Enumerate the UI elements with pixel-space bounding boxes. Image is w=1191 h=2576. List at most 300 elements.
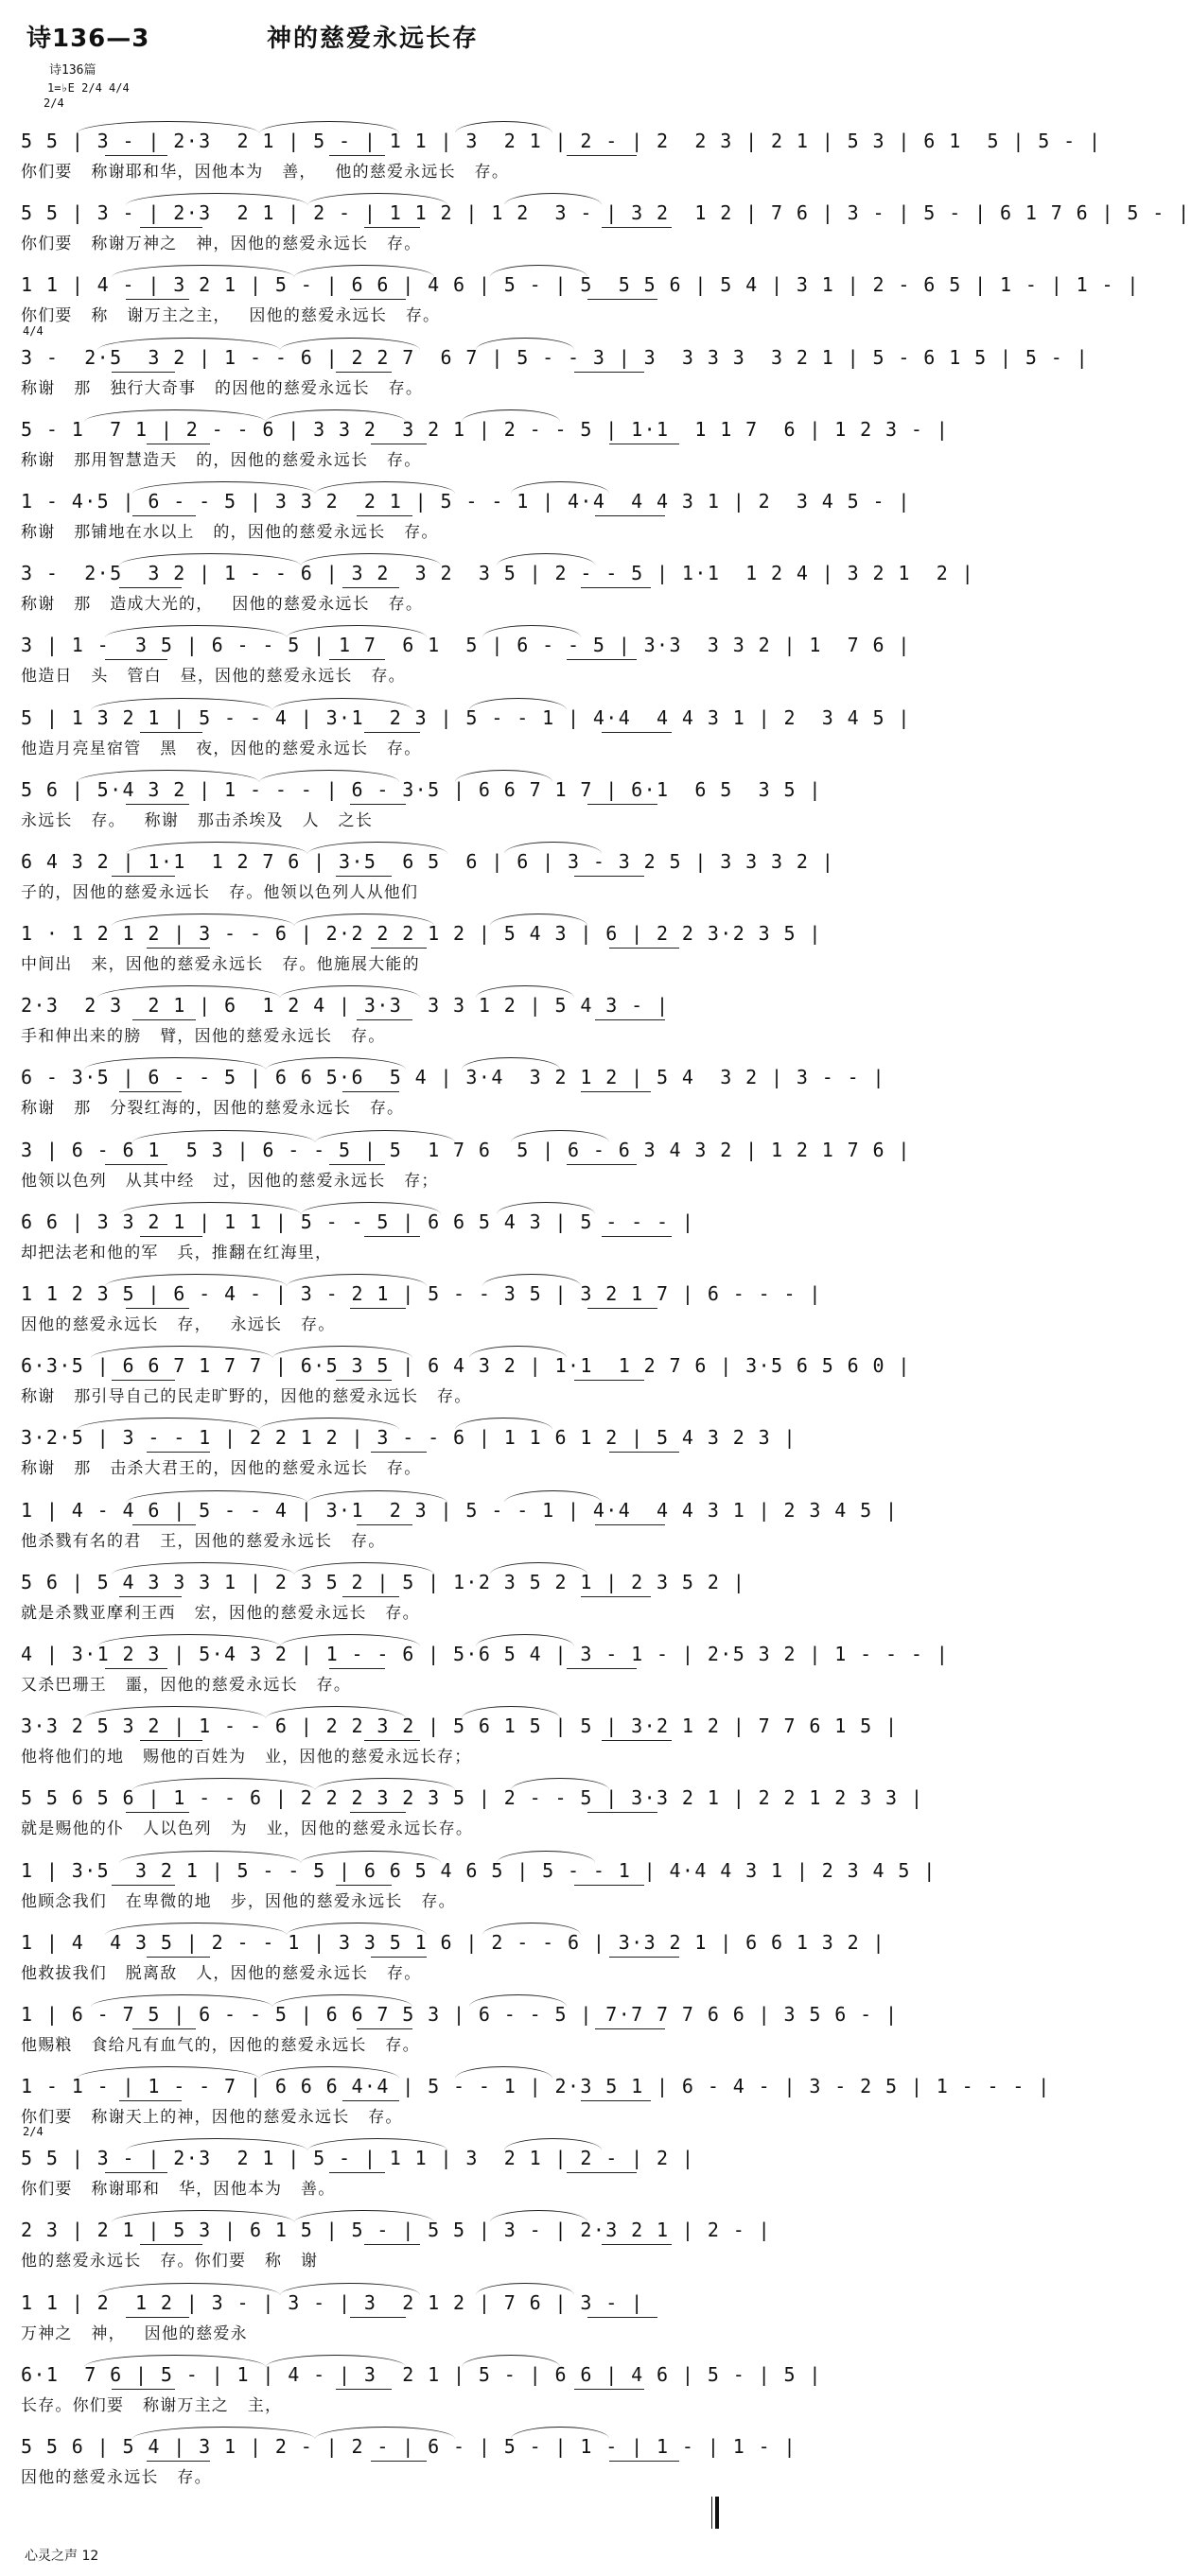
jianpu-notes: 1 1 2 3 5 | 6 - 4 - | 3 - 2 1 | 5 - - 3 5 | 3 2 1 7 | 6 - - - | xyxy=(21,1279,721,1308)
slur-arc xyxy=(97,985,279,998)
beam-underline xyxy=(574,1380,644,1381)
beam-underline xyxy=(126,2317,189,2318)
slur-arc xyxy=(126,1490,307,1503)
score-system xyxy=(21,770,822,842)
beam-underline xyxy=(105,155,168,156)
jianpu-notes: 6·1 7 6 | 5 - | 1 | 4 - | 3 2 1 | 5 - | 6 6 | 4 6 | 5 - | 5 | xyxy=(21,2360,721,2389)
slur-arc xyxy=(119,1851,301,1863)
lyrics-line: 他造月亮星宿管 黑 夜，因他的慈爱永远长 存。 xyxy=(21,739,422,758)
beam-underline xyxy=(602,227,672,228)
beam-underline xyxy=(329,1668,385,1669)
jianpu-notes: 1 - 4·5 | 6 - - 5 | 3 3 2 2 1 | 5 - - 1 | 4·4 4 4 3 1 | 2 3 4 5 - | xyxy=(21,487,721,515)
slur-arc xyxy=(504,193,603,205)
lyrics-line: 中间出 来，因他的慈爱永远长 存。他施展大能的 xyxy=(21,955,420,975)
slur-arc xyxy=(272,1994,412,2007)
score-system xyxy=(21,1274,822,1346)
jianpu-notes: 5 5 6 | 5 4 | 3 1 | 2 - | 2 - | 6 - | 5 - | 1 - | 1 - | 1 - | xyxy=(21,2432,721,2461)
lyrics-line: 就是杀戮亚摩利王西 宏，因他的慈爱永远长 存。 xyxy=(21,1603,420,1623)
beam-underline xyxy=(567,659,637,660)
jianpu-notes: 5 5 | 3 - | 2·3 2 1 | 5 - | 1 1 | 3 2 1 | 2 - | 2 2 3 | 2 1 | 5 3 | 6 1 5 | 5 - | xyxy=(21,127,721,155)
lyrics-line: 你们要 称谢天上的神，因他的慈爱永远长 存。 xyxy=(21,2108,403,2128)
slur-arc xyxy=(476,1634,574,1646)
jianpu-notes: 1 | 6 - 7 5 | 6 - - 5 | 6 6 7 5 3 | 6 - - 5 | 7·7 7 7 6 6 | 3 5 6 - | xyxy=(21,2000,721,2028)
lyrics-line: 他领以色列 从其中经 过，因他的慈爱永远长 存； xyxy=(21,1171,439,1191)
lyrics-line: 称谢 那引导自己的民走旷野的，因他的慈爱永远长 存。 xyxy=(21,1387,472,1407)
score-system xyxy=(21,553,975,625)
beam-underline xyxy=(132,515,196,516)
slur-arc xyxy=(476,338,574,350)
slur-arc xyxy=(105,1274,287,1286)
jianpu-notes: 1 | 3·5 3 2 1 | 5 - - 5 | 6 6 5 4 6 5 | 5 - - 1 | 4·4 4 3 1 | 2 3 4 5 | xyxy=(21,1856,721,1885)
beam-underline xyxy=(105,1668,168,1669)
slur-arc xyxy=(84,409,266,422)
lyrics-line: 他赐粮 食给凡有血气的，因他的慈爱永远长 存。 xyxy=(21,2035,420,2055)
beam-underline xyxy=(364,227,420,228)
beam-underline xyxy=(112,876,175,877)
score-system xyxy=(21,1418,797,1489)
score-system xyxy=(21,2210,772,2282)
beam-underline xyxy=(364,2244,420,2245)
beam-underline xyxy=(567,1164,637,1165)
slur-arc xyxy=(91,1994,272,2007)
beam-underline xyxy=(371,948,427,949)
jianpu-notes: 6 6 | 3 3 2 1 | 1 1 | 5 - - 5 | 6 6 5 4 3 | 5 - - - | xyxy=(21,1208,721,1236)
beam-underline xyxy=(595,515,665,516)
jianpu-notes: 6 - 3·5 | 6 - - 5 | 6 6 5·6 5 4 | 3·4 3 2 1 2 | 5 4 3 2 | 3 - - | xyxy=(21,1063,721,1091)
slur-arc xyxy=(511,2427,609,2439)
slur-arc xyxy=(294,265,434,277)
beam-underline xyxy=(336,2389,392,2390)
slur-arc xyxy=(469,1346,568,1358)
beam-underline xyxy=(342,587,398,588)
slur-arc xyxy=(266,1706,406,1718)
slur-arc xyxy=(482,1274,581,1286)
beam-underline xyxy=(574,876,644,877)
slur-arc xyxy=(112,2210,293,2222)
beam-underline xyxy=(119,1596,183,1597)
slur-arc xyxy=(287,625,427,637)
beam-underline xyxy=(587,2317,657,2318)
slur-arc xyxy=(280,338,420,350)
beam-underline xyxy=(609,2461,679,2462)
slur-arc xyxy=(266,1057,406,1070)
slur-arc xyxy=(84,1706,266,1718)
beam-underline xyxy=(132,1524,196,1525)
beam-underline xyxy=(581,1596,651,1597)
slur-arc xyxy=(315,1778,455,1790)
score-system xyxy=(21,625,911,697)
slur-arc xyxy=(259,121,399,133)
score-header xyxy=(21,11,721,64)
beam-underline xyxy=(329,2172,385,2173)
jianpu-notes: 6 4 3 2 | 1·1 1 2 7 6 | 3·5 6 5 6 | 6 | 3 - 3 2 5 | 3 3 3 2 | xyxy=(21,847,721,876)
lyrics-line: 你们要 称谢万神之 神，因他的慈爱永远长 存。 xyxy=(21,235,422,254)
slur-arc xyxy=(287,1923,427,1935)
slur-arc xyxy=(301,1851,441,1863)
slur-arc xyxy=(280,2283,420,2295)
lyrics-line: 你们要 称谢耶和 华，因他本为 善。 xyxy=(21,2180,336,2200)
slur-arc xyxy=(307,2138,447,2150)
score-system xyxy=(21,985,721,1057)
beam-underline xyxy=(147,1957,210,1958)
beam-underline xyxy=(105,659,168,660)
slur-arc xyxy=(490,265,588,277)
beam-underline xyxy=(329,155,385,156)
beam-underline xyxy=(140,1236,203,1237)
jianpu-notes: 6·3·5 | 6 6 7 1 7 7 | 6·5 3 5 | 6 4 3 2 | 1·1 1 2 7 6 | 3·5 6 5 6 0 | xyxy=(21,1351,721,1380)
score-system xyxy=(21,2283,721,2355)
beam-underline xyxy=(350,1308,406,1309)
beam-underline xyxy=(342,1091,398,1092)
lyrics-line: 他救拔我们 脱离敌 人，因他的慈爱永远长 存。 xyxy=(21,1963,422,1983)
beam-underline xyxy=(567,155,637,156)
score-system xyxy=(21,914,822,985)
beam-underline xyxy=(609,1452,679,1453)
beam-underline xyxy=(357,1524,412,1525)
slur-arc xyxy=(126,193,307,205)
lyrics-line: 就是赐他的仆 人以色列 为 业，因他的慈爱永远长存。 xyxy=(21,1819,474,1839)
score-system xyxy=(21,2125,721,2210)
song-title: 神的慈爱永远长存 xyxy=(267,25,480,53)
slur-arc xyxy=(77,121,258,133)
beam-underline xyxy=(147,948,210,949)
slur-arc xyxy=(126,842,307,854)
slur-arc xyxy=(112,1562,293,1575)
final-barline xyxy=(711,2497,719,2529)
beam-underline xyxy=(350,2317,406,2318)
score-system xyxy=(21,2066,1051,2138)
beam-underline xyxy=(132,2028,196,2029)
slur-arc xyxy=(272,698,412,710)
slur-arc xyxy=(91,1346,272,1358)
slur-arc xyxy=(455,121,553,133)
slur-arc xyxy=(132,2427,314,2439)
slur-arc xyxy=(315,2427,455,2439)
slur-arc xyxy=(511,1778,609,1790)
lyrics-line: 他造日 头 管白 昼，因他的慈爱永远长 存。 xyxy=(21,667,406,687)
beam-underline xyxy=(342,2100,398,2101)
beam-underline xyxy=(119,2100,183,2101)
score-system xyxy=(21,2427,797,2498)
lyrics-line: 因他的慈爱永远长 存， 永远长 存。 xyxy=(21,1315,336,1334)
slur-arc xyxy=(490,1562,588,1575)
slur-arc xyxy=(455,1418,553,1430)
beam-underline xyxy=(112,372,175,373)
jianpu-notes: 2 3 | 2 1 | 5 3 | 6 1 5 | 5 - | 5 5 | 3 - | 2·3 2 1 | 2 - | xyxy=(21,2216,721,2244)
score-system xyxy=(21,1562,746,1634)
jianpu-notes: 5 - 1 7 1 | 2 - - 6 | 3 3 2 3 2 1 | 2 - - 5 | 1·1 1 1 7 6 | 1 2 3 - | xyxy=(21,415,721,444)
lyrics-line: 因他的慈爱永远长 存。 xyxy=(21,2468,212,2487)
beam-underline xyxy=(357,2028,412,2029)
beam-underline xyxy=(574,1885,644,1886)
beam-underline xyxy=(595,2028,665,2029)
page-footer: 心灵之声 12 xyxy=(25,2549,99,2564)
beam-underline xyxy=(602,1740,672,1741)
beam-underline xyxy=(609,948,679,949)
slur-arc xyxy=(294,914,434,926)
beam-underline xyxy=(350,804,406,805)
time-signature-change: 4/4 xyxy=(23,323,44,338)
beam-underline xyxy=(126,1812,189,1813)
beam-underline xyxy=(574,372,644,373)
beam-underline xyxy=(147,1452,210,1453)
score-system xyxy=(21,323,1090,409)
beam-underline xyxy=(112,1885,175,1886)
slur-arc xyxy=(455,2066,553,2079)
slur-arc xyxy=(462,1057,560,1070)
slur-arc xyxy=(294,1562,434,1575)
slur-arc xyxy=(490,2210,588,2222)
lyrics-line: 你们要 称谢耶和华，因他本为 善， 他的慈爱永远长 存。 xyxy=(21,163,510,182)
slur-arc xyxy=(497,553,595,566)
slur-arc xyxy=(511,1130,609,1142)
lyrics-line: 他的慈爱永远长 存。你们要 称 谢 xyxy=(21,2252,319,2271)
slur-arc xyxy=(462,1706,560,1718)
slur-arc xyxy=(132,1130,314,1142)
slur-arc xyxy=(259,770,399,782)
slur-arc xyxy=(84,2355,266,2367)
jianpu-notes: 1 · 1 2 1 2 | 3 - - 6 | 2·2 2 2 1 2 | 5 4 3 | 6 | 2 2 3·2 3 5 | xyxy=(21,919,721,948)
score-system xyxy=(21,409,950,481)
score-meta xyxy=(21,64,721,121)
beam-underline xyxy=(587,804,657,805)
score-system xyxy=(21,698,911,770)
jianpu-notes: 5 5 | 3 - | 2·3 2 1 | 5 - | 1 1 | 3 2 1 | 2 - | 2 | xyxy=(21,2144,721,2172)
score-system xyxy=(21,193,1191,265)
slur-arc xyxy=(97,1634,279,1646)
jianpu-notes: 1 | 4 4 3 5 | 2 - - 1 | 3 3 5 1 6 | 2 - - 6 | 3·3 2 1 | 6 6 1 3 2 | xyxy=(21,1928,721,1957)
beam-underline xyxy=(119,1091,183,1092)
lyrics-line: 他杀戮有名的君 王，因他的慈爱永远长 存。 xyxy=(21,1531,386,1551)
slur-arc xyxy=(77,2066,258,2079)
slur-arc xyxy=(497,1851,595,1863)
slur-arc xyxy=(266,409,406,422)
jianpu-notes: 3 - 2·5 3 2 | 1 - - 6 | 3 2 3 2 3 5 | 2 - - 5 | 1·1 1 2 4 | 3 2 1 2 | xyxy=(21,559,721,587)
beam-underline xyxy=(587,299,657,300)
slur-arc xyxy=(301,1202,441,1214)
slur-arc xyxy=(280,985,420,998)
slur-arc xyxy=(315,481,455,494)
key-and-time-signature: 1=♭E 2/4 4/4 xyxy=(47,81,130,95)
slur-arc xyxy=(301,553,441,566)
beam-underline xyxy=(105,1164,168,1165)
slur-arc xyxy=(259,1418,399,1430)
hymn-number: 诗136—3 xyxy=(26,25,150,53)
slur-arc xyxy=(490,914,588,926)
score-system xyxy=(21,1851,937,1923)
lyrics-line: 称谢 那 造成大光的， 因他的慈爱永远长 存。 xyxy=(21,595,424,615)
slur-arc xyxy=(476,985,574,998)
beam-underline xyxy=(602,2244,672,2245)
slur-arc xyxy=(77,1418,258,1430)
slur-arc xyxy=(132,1778,314,1790)
beam-underline xyxy=(105,2172,168,2173)
lyrics-line: 子的，因他的慈爱永远长 存。他领以色列人从他们 xyxy=(21,882,419,902)
beam-underline xyxy=(126,804,189,805)
beam-underline xyxy=(342,1596,398,1597)
slur-arc xyxy=(476,2283,574,2295)
beam-underline xyxy=(132,1019,196,1020)
beam-underline xyxy=(567,2172,637,2173)
beam-underline xyxy=(126,299,189,300)
slur-arc xyxy=(112,914,293,926)
beam-underline xyxy=(336,876,392,877)
slur-arc xyxy=(77,770,258,782)
beam-underline xyxy=(336,1380,392,1381)
slur-arc xyxy=(272,1346,412,1358)
beam-underline xyxy=(371,2461,427,2462)
lyrics-line: 称谢 那 击杀大君王的，因他的慈爱永远长 存。 xyxy=(21,1459,422,1479)
score-system xyxy=(21,481,911,553)
lyrics-line: 又杀巴珊王 噩，因他的慈爱永远长 存。 xyxy=(21,1675,352,1695)
slur-arc xyxy=(469,698,568,710)
beam-underline xyxy=(602,1236,672,1237)
score-system xyxy=(21,1923,885,1994)
score-system xyxy=(21,265,1140,337)
lyrics-line: 称谢 那 独行大奇事 的因他的慈爱永远长 存。 xyxy=(21,378,424,398)
slur-arc xyxy=(504,1490,603,1503)
jianpu-notes: 2·3 2 3 2 1 | 6 1 2 4 | 3·3 3 3 1 2 | 5 4 3 - | xyxy=(21,991,721,1019)
lyrics-line: 万神之 神， 因他的慈爱永 xyxy=(21,2324,248,2343)
score-system xyxy=(21,1634,950,1706)
score-system xyxy=(21,1057,885,1129)
beam-underline xyxy=(112,1380,175,1381)
beam-underline xyxy=(595,1019,665,1020)
psalm-reference: 诗136篇 xyxy=(49,63,96,78)
slur-arc xyxy=(504,2138,603,2150)
slur-arc xyxy=(112,265,293,277)
beam-underline xyxy=(140,227,203,228)
jianpu-notes: 5 6 | 5·4 3 2 | 1 - - - | 6 - 3·5 | 6 6 7 1 7 | 6·1 6 5 3 5 | xyxy=(21,775,721,804)
beam-underline xyxy=(587,1812,657,1813)
beam-underline xyxy=(329,1164,385,1165)
score-system xyxy=(21,1490,899,1562)
jianpu-notes: 1 1 | 2 1 2 | 3 - | 3 - | 3 2 1 2 | 7 6 | 3 - | xyxy=(21,2289,721,2317)
beam-underline xyxy=(581,2100,651,2101)
jianpu-notes: 5 5 | 3 - | 2·3 2 1 | 2 - | 1 1 2 | 1 2 3 - | 3 2 1 2 | 7 6 | 3 - | 5 - | 6 1 7 6 | 5 - | xyxy=(21,199,721,227)
slur-arc xyxy=(259,2066,399,2079)
jianpu-notes: 5 | 1 3 2 1 | 5 - - 4 | 3·1 2 3 | 5 - - 1 | 4·4 4 4 3 1 | 2 3 4 5 | xyxy=(21,704,721,732)
slur-arc xyxy=(511,481,609,494)
jianpu-notes: 3 - 2·5 3 2 | 1 - - 6 | 2 2 7 6 7 | 5 - - 3 | 3 3 3 3 3 2 1 | 5 - 6 1 5 | 5 - | xyxy=(21,343,721,372)
jianpu-notes: 5 6 | 5 4 3 3 3 1 | 2 3 5 2 | 5 | 1·2 3 5 2 1 | 2 3 5 2 | xyxy=(21,1568,721,1596)
beam-underline xyxy=(371,1452,427,1453)
jianpu-notes: 1 | 4 - 4 6 | 5 - - 4 | 3·1 2 3 | 5 - - 1 | 4·4 4 4 3 1 | 2 3 4 5 | xyxy=(21,1496,721,1524)
lyrics-line: 你们要 称 谢万主之主， 因他的慈爱永远长 存。 xyxy=(21,306,441,326)
beam-underline xyxy=(595,1524,665,1525)
jianpu-notes: 3 | 1 - 3 5 | 6 - - 5 | 1 7 6 1 5 | 6 - - 5 | 3·3 3 3 2 | 1 7 6 | xyxy=(21,631,721,659)
lyrics-line: 他将他们的地 赐他的百姓为 业，因他的慈爱永远长存； xyxy=(21,1748,472,1767)
beam-underline xyxy=(371,1957,427,1958)
beam-underline xyxy=(587,1308,657,1309)
score-systems xyxy=(21,121,1191,2498)
slur-arc xyxy=(97,2283,279,2295)
beam-underline xyxy=(357,1019,412,1020)
beam-underline xyxy=(581,587,651,588)
beam-underline xyxy=(364,1740,420,1741)
score-system xyxy=(21,1778,924,1850)
beam-underline xyxy=(581,1091,651,1092)
slur-arc xyxy=(307,193,447,205)
slur-arc xyxy=(315,1130,455,1142)
slur-arc xyxy=(504,842,603,854)
score-system xyxy=(21,1706,899,1778)
slur-arc xyxy=(294,2210,434,2222)
beam-underline xyxy=(126,1308,189,1309)
slur-arc xyxy=(84,1057,266,1070)
slur-arc xyxy=(105,1923,287,1935)
beam-underline xyxy=(147,2461,210,2462)
score-system xyxy=(21,1202,721,1274)
beam-underline xyxy=(336,372,392,373)
beam-underline xyxy=(336,1885,392,1886)
slur-arc xyxy=(469,1994,568,2007)
lyrics-line: 长存。你们要 称谢万主之 主， xyxy=(21,2395,283,2415)
lyrics-line: 称谢 那铺地在水以上 的，因他的慈爱永远长 存。 xyxy=(21,522,439,542)
beam-underline xyxy=(329,659,385,660)
beam-underline xyxy=(350,299,406,300)
lyrics-line: 却把法老和他的军 兵，推翻在红海里， xyxy=(21,1243,333,1262)
beam-underline xyxy=(350,1812,406,1813)
slur-arc xyxy=(132,481,314,494)
jianpu-notes: 3 | 6 - 6 1 5 3 | 6 - - 5 | 5 1 7 6 5 | 6 - 6 3 4 3 2 | 1 2 1 7 6 | xyxy=(21,1136,721,1164)
beam-underline xyxy=(567,1668,637,1669)
slur-arc xyxy=(126,2138,307,2150)
beam-underline xyxy=(364,1236,420,1237)
jianpu-notes: 4 | 3·1 2 3 | 5·4 3 2 | 1 - - 6 | 5·6 5 4 | 3 - 1 - | 2·5 3 2 | 1 - - - | xyxy=(21,1640,721,1668)
slur-arc xyxy=(455,770,553,782)
slur-arc xyxy=(462,2355,560,2367)
jianpu-notes: 1 - 1 - | 1 - - 7 | 6 6 6 4·4 | 5 - - 1 | 2·3 5 1 | 6 - 4 - | 3 - 2 5 | 1 - - - | xyxy=(21,2072,721,2100)
lyrics-line: 称谢 那用智慧造天 的，因他的慈爱永远长 存。 xyxy=(21,450,422,470)
slur-arc xyxy=(97,338,279,350)
slur-arc xyxy=(497,1202,595,1214)
lyrics-line: 手和伸出来的膀 臂，因他的慈爱永远长 存。 xyxy=(21,1027,386,1047)
jianpu-notes: 3·3 2 5 3 2 | 1 - - 6 | 2 2 3 2 | 5 6 1 5 | 5 | 3·2 1 2 | 7 7 6 1 5 | xyxy=(21,1712,721,1740)
lyrics-line: 他顾念我们 在卑微的地 步，因他的慈爱永远长 存。 xyxy=(21,1891,456,1911)
score-system xyxy=(21,1130,911,1202)
beam-underline xyxy=(140,2244,203,2245)
slur-arc xyxy=(482,1923,581,1935)
beam-underline xyxy=(140,1740,203,1741)
score-system xyxy=(21,2355,822,2427)
beam-underline xyxy=(364,732,420,733)
slur-arc xyxy=(280,1634,420,1646)
score-system xyxy=(21,1346,911,1418)
jianpu-notes: 1 1 | 4 - | 3 2 1 | 5 - | 6 6 | 4 6 | 5 - | 5 5 5 6 | 5 4 | 3 1 | 2 - 6 5 | 1 - | 1 - | xyxy=(21,270,721,299)
slur-arc xyxy=(307,1490,447,1503)
slur-arc xyxy=(462,409,560,422)
beam-underline xyxy=(112,2389,175,2390)
score-system xyxy=(21,1994,899,2066)
slur-arc xyxy=(105,625,287,637)
beam-underline xyxy=(119,587,183,588)
slur-arc xyxy=(266,2355,406,2367)
slur-arc xyxy=(307,842,447,854)
time-signature-change: 2/4 xyxy=(23,2125,44,2139)
slur-arc xyxy=(119,553,301,566)
beam-underline xyxy=(609,1957,679,1958)
slur-arc xyxy=(482,625,581,637)
beam-underline xyxy=(602,732,672,733)
jianpu-notes: 5 5 6 5 6 | 1 - - 6 | 2 2 2 3 2 3 5 | 2 - - 5 | 3·3 2 1 | 2 2 1 2 3 3 | xyxy=(21,1784,721,1812)
beam-underline xyxy=(357,515,412,516)
lyrics-line: 称谢 那 分裂红海的，因他的慈爱永远长 存。 xyxy=(21,1099,405,1119)
beam-underline xyxy=(574,2389,644,2390)
initial-time-signature: 2/4 xyxy=(44,96,64,110)
slur-arc xyxy=(91,698,272,710)
score-system xyxy=(21,842,835,914)
